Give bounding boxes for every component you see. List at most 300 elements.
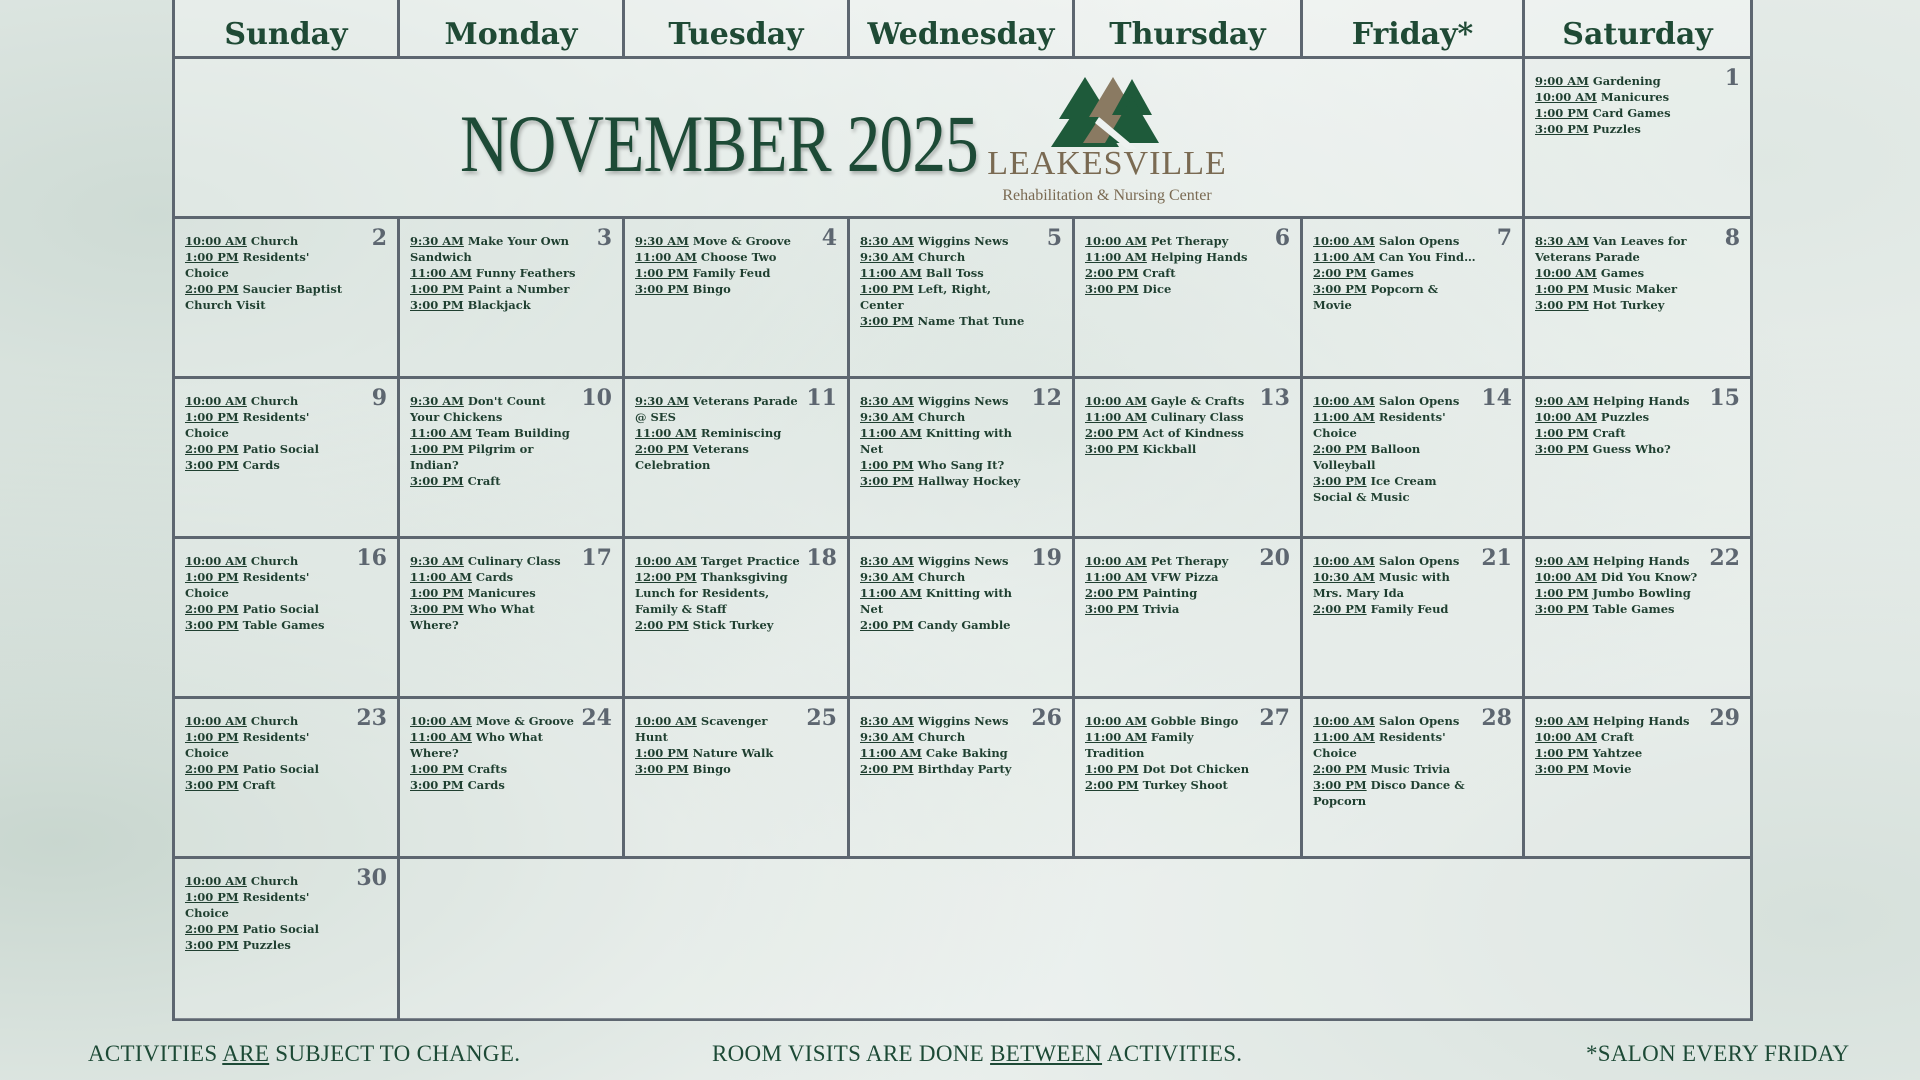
event-item bbox=[1313, 713, 1478, 729]
weekday-header-thursday: Thursday bbox=[1075, 0, 1303, 59]
footer-salon-note: *SALON EVERY FRIDAY bbox=[1586, 1041, 1850, 1066]
day-cell bbox=[175, 859, 400, 1019]
event-item bbox=[185, 249, 352, 281]
footer-left-post: SUBJECT TO CHANGE. bbox=[269, 1041, 521, 1066]
day-number: 2 bbox=[371, 225, 387, 251]
day-cell bbox=[625, 539, 850, 699]
event-time: 11:00 AM bbox=[410, 426, 472, 440]
day-cell bbox=[1525, 59, 1750, 219]
day-number: 5 bbox=[1046, 225, 1062, 251]
event-time: 2:00 PM bbox=[1313, 762, 1367, 776]
event-item bbox=[860, 745, 1027, 761]
weekday-header-friday: Friday* bbox=[1303, 0, 1525, 59]
event-item bbox=[1313, 441, 1478, 473]
event-item bbox=[185, 457, 352, 473]
event-item bbox=[185, 441, 352, 457]
event-item bbox=[1535, 761, 1705, 777]
event-name: Name That Tune bbox=[917, 314, 1025, 328]
calendar-grid bbox=[172, 0, 1753, 1021]
event-time: 10:00 AM bbox=[1535, 730, 1597, 744]
event-item bbox=[1313, 265, 1478, 281]
event-name: Puzzles bbox=[242, 938, 291, 952]
event-item bbox=[860, 457, 1027, 473]
event-time: 9:30 AM bbox=[860, 730, 914, 744]
event-list bbox=[1085, 553, 1255, 617]
day-number: 28 bbox=[1481, 705, 1512, 731]
event-name: Knitting with Net bbox=[860, 586, 1012, 616]
logo-subtitle: Rehabilitation & Nursing Center bbox=[1002, 187, 1212, 204]
event-item bbox=[860, 313, 1027, 329]
event-list bbox=[635, 233, 802, 297]
day-number: 1 bbox=[1724, 65, 1740, 91]
event-item bbox=[1535, 121, 1705, 137]
event-time: 11:00 AM bbox=[860, 426, 922, 440]
day-number: 21 bbox=[1481, 545, 1512, 571]
event-name: Church bbox=[917, 570, 966, 584]
event-list bbox=[410, 553, 577, 633]
event-item bbox=[860, 713, 1027, 729]
event-item bbox=[410, 777, 577, 793]
event-time: 3:00 PM bbox=[1313, 474, 1367, 488]
event-list bbox=[410, 713, 577, 793]
event-time: 1:00 PM bbox=[1535, 746, 1589, 760]
event-name: Craft bbox=[242, 778, 276, 792]
day-cell bbox=[1075, 699, 1303, 859]
event-item bbox=[635, 617, 802, 633]
day-cell bbox=[850, 539, 1075, 699]
day-cell bbox=[1075, 219, 1303, 379]
event-time: 10:00 AM bbox=[185, 234, 247, 248]
footer-left-pre: ACTIVITIES bbox=[88, 1041, 223, 1066]
event-name: Thanksgiving Lunch for Residents, Family & Staff bbox=[635, 570, 788, 616]
event-name: Reminiscing bbox=[700, 426, 782, 440]
event-list bbox=[1313, 233, 1478, 313]
event-item bbox=[1535, 425, 1705, 441]
event-time: 1:00 PM bbox=[860, 282, 914, 296]
day-number: 15 bbox=[1709, 385, 1740, 411]
event-time: 11:00 AM bbox=[1085, 730, 1147, 744]
day-cell bbox=[1525, 219, 1750, 379]
event-item bbox=[635, 569, 802, 617]
event-time: 3:00 PM bbox=[860, 314, 914, 328]
event-time: 10:00 AM bbox=[635, 714, 697, 728]
event-name: Church bbox=[917, 730, 966, 744]
event-time: 2:00 PM bbox=[1313, 442, 1367, 456]
event-time: 9:30 AM bbox=[860, 410, 914, 424]
day-number: 13 bbox=[1259, 385, 1290, 411]
event-name: Salon Opens bbox=[1378, 394, 1460, 408]
event-time: 3:00 PM bbox=[185, 778, 239, 792]
event-item bbox=[1313, 281, 1478, 313]
event-name: Salon Opens bbox=[1378, 714, 1460, 728]
event-name: Games bbox=[1600, 266, 1645, 280]
event-item bbox=[410, 281, 577, 297]
event-name: Wiggins News bbox=[917, 554, 1009, 568]
event-name: Veterans Parade @ SES bbox=[635, 394, 798, 424]
event-item bbox=[635, 249, 802, 265]
event-item bbox=[1535, 73, 1705, 89]
event-time: 3:00 PM bbox=[1535, 762, 1589, 776]
event-name: Disco Dance & Popcorn bbox=[1313, 778, 1465, 808]
event-name: Cake Baking bbox=[925, 746, 1008, 760]
event-name: Don't Count Your Chickens bbox=[410, 394, 546, 424]
event-name: Move & Groove bbox=[475, 714, 574, 728]
event-time: 2:00 PM bbox=[860, 762, 914, 776]
event-time: 8:30 AM bbox=[860, 234, 914, 248]
event-time: 10:30 AM bbox=[1313, 570, 1375, 584]
event-time: 11:00 AM bbox=[860, 586, 922, 600]
event-item bbox=[185, 777, 352, 793]
day-number: 11 bbox=[806, 385, 837, 411]
event-time: 2:00 PM bbox=[185, 282, 239, 296]
month-title: NOVEMBER 2025 bbox=[460, 98, 978, 189]
event-time: 10:00 AM bbox=[1085, 234, 1147, 248]
event-name: Candy Gamble bbox=[917, 618, 1011, 632]
day-number: 12 bbox=[1031, 385, 1062, 411]
event-name: Residents' Choice bbox=[185, 570, 310, 600]
event-name: Family Feud bbox=[692, 266, 771, 280]
event-name: Craft bbox=[1142, 266, 1176, 280]
event-item bbox=[1313, 601, 1478, 617]
event-name: Bingo bbox=[692, 762, 731, 776]
event-time: 10:00 AM bbox=[1313, 554, 1375, 568]
day-number: 19 bbox=[1031, 545, 1062, 571]
event-time: 10:00 AM bbox=[1535, 570, 1597, 584]
event-time: 9:30 AM bbox=[410, 394, 464, 408]
day-number: 30 bbox=[356, 865, 387, 891]
day-number: 27 bbox=[1259, 705, 1290, 731]
event-item bbox=[635, 425, 802, 441]
event-item bbox=[860, 585, 1027, 617]
event-list bbox=[860, 393, 1027, 489]
event-item bbox=[1313, 393, 1478, 409]
footer-mid-post: ACTIVITIES. bbox=[1102, 1041, 1243, 1066]
event-item bbox=[410, 761, 577, 777]
event-item bbox=[1535, 281, 1705, 297]
event-item bbox=[860, 409, 1027, 425]
event-item bbox=[185, 601, 352, 617]
event-name: Nature Walk bbox=[692, 746, 774, 760]
event-time: 2:00 PM bbox=[185, 922, 239, 936]
event-item bbox=[1085, 265, 1255, 281]
event-name: Manicures bbox=[1600, 90, 1670, 104]
day-cell bbox=[400, 379, 625, 539]
event-item bbox=[410, 569, 577, 585]
event-item bbox=[1313, 729, 1478, 761]
day-cell bbox=[625, 379, 850, 539]
event-name: Did You Know? bbox=[1600, 570, 1698, 584]
event-list bbox=[635, 713, 802, 777]
event-name: Balloon Volleyball bbox=[1313, 442, 1421, 472]
day-cell bbox=[1303, 219, 1525, 379]
event-time: 3:00 PM bbox=[1535, 298, 1589, 312]
event-name: VFW Pizza bbox=[1150, 570, 1219, 584]
event-name: Puzzles bbox=[1592, 122, 1641, 136]
event-item bbox=[635, 281, 802, 297]
event-time: 2:00 PM bbox=[1085, 778, 1139, 792]
event-name: Residents' Choice bbox=[1313, 730, 1446, 760]
event-time: 9:00 AM bbox=[1535, 714, 1589, 728]
day-number: 10 bbox=[581, 385, 612, 411]
month-banner bbox=[175, 59, 1525, 219]
event-time: 10:00 AM bbox=[1313, 394, 1375, 408]
day-cell bbox=[175, 539, 400, 699]
event-name: Table Games bbox=[242, 618, 325, 632]
event-item bbox=[185, 761, 352, 777]
event-time: 10:00 AM bbox=[185, 394, 247, 408]
event-list bbox=[1535, 713, 1705, 777]
event-time: 1:00 PM bbox=[635, 266, 689, 280]
event-name: Blackjack bbox=[467, 298, 531, 312]
event-time: 2:00 PM bbox=[185, 442, 239, 456]
event-name: Dice bbox=[1142, 282, 1172, 296]
event-name: Patio Social bbox=[242, 762, 319, 776]
event-time: 1:00 PM bbox=[1535, 282, 1589, 296]
event-time: 10:00 AM bbox=[1535, 266, 1597, 280]
event-time: 9:00 AM bbox=[1535, 74, 1589, 88]
event-time: 3:00 PM bbox=[860, 474, 914, 488]
event-name: Church bbox=[250, 554, 299, 568]
event-name: Paint a Number bbox=[467, 282, 570, 296]
event-name: Residents' Choice bbox=[1313, 410, 1446, 440]
event-item bbox=[1535, 601, 1705, 617]
event-name: Church bbox=[250, 234, 299, 248]
event-item bbox=[185, 409, 352, 441]
event-name: Act of Kindness bbox=[1142, 426, 1244, 440]
event-item bbox=[635, 761, 802, 777]
event-name: Gayle & Crafts bbox=[1150, 394, 1245, 408]
event-list bbox=[1535, 233, 1705, 313]
event-name: Church bbox=[917, 410, 966, 424]
weekday-header-tuesday: Tuesday bbox=[625, 0, 850, 59]
event-time: 11:00 AM bbox=[860, 746, 922, 760]
day-cell bbox=[1303, 699, 1525, 859]
event-item bbox=[410, 713, 577, 729]
event-time: 10:00 AM bbox=[1535, 90, 1597, 104]
event-time: 11:00 AM bbox=[410, 570, 472, 584]
event-name: Table Games bbox=[1592, 602, 1675, 616]
event-time: 10:00 AM bbox=[185, 554, 247, 568]
event-item bbox=[185, 713, 352, 729]
event-item bbox=[1085, 729, 1255, 761]
event-time: 1:00 PM bbox=[185, 250, 239, 264]
event-name: Church bbox=[250, 714, 299, 728]
event-item bbox=[635, 265, 802, 281]
event-name: Residents' Choice bbox=[185, 730, 310, 760]
day-cell bbox=[175, 699, 400, 859]
event-item bbox=[1535, 105, 1705, 121]
event-list bbox=[410, 233, 577, 313]
event-item bbox=[1535, 569, 1705, 585]
event-name: Games bbox=[1370, 266, 1414, 280]
event-item bbox=[410, 425, 577, 441]
event-time: 11:00 AM bbox=[1085, 410, 1147, 424]
event-time: 1:00 PM bbox=[1535, 586, 1589, 600]
event-name: Cards bbox=[475, 570, 514, 584]
event-name: Guess Who? bbox=[1592, 442, 1671, 456]
event-item bbox=[860, 393, 1027, 409]
event-name: Craft bbox=[1600, 730, 1634, 744]
event-item bbox=[1535, 297, 1705, 313]
event-item bbox=[185, 281, 352, 313]
event-item bbox=[1313, 569, 1478, 601]
footer-change-notice bbox=[88, 1041, 520, 1067]
event-time: 9:30 AM bbox=[410, 554, 464, 568]
event-name: Gardening bbox=[1592, 74, 1661, 88]
event-time: 2:00 PM bbox=[1085, 266, 1139, 280]
event-time: 10:00 AM bbox=[185, 714, 247, 728]
event-name: Stick Turkey bbox=[692, 618, 774, 632]
event-time: 3:00 PM bbox=[185, 458, 239, 472]
event-time: 3:00 PM bbox=[1085, 602, 1139, 616]
event-item bbox=[1085, 281, 1255, 297]
event-name: Funny Feathers bbox=[475, 266, 576, 280]
event-time: 3:00 PM bbox=[635, 762, 689, 776]
event-name: Choose Two bbox=[700, 250, 777, 264]
event-time: 1:00 PM bbox=[860, 458, 914, 472]
day-number: 3 bbox=[596, 225, 612, 251]
event-list bbox=[1313, 393, 1478, 505]
event-item bbox=[1313, 409, 1478, 441]
day-cell bbox=[850, 379, 1075, 539]
event-item bbox=[1535, 553, 1705, 569]
event-name: Patio Social bbox=[242, 922, 319, 936]
event-time: 2:00 PM bbox=[860, 618, 914, 632]
event-name: Church bbox=[250, 394, 299, 408]
event-time: 10:00 AM bbox=[1085, 714, 1147, 728]
day-cell bbox=[400, 699, 625, 859]
event-time: 1:00 PM bbox=[185, 410, 239, 424]
event-list bbox=[1535, 73, 1705, 137]
event-list bbox=[185, 553, 352, 633]
event-time: 2:00 PM bbox=[1085, 586, 1139, 600]
event-item bbox=[860, 569, 1027, 585]
event-item bbox=[1313, 249, 1478, 265]
event-name: Helping Hands bbox=[1592, 714, 1690, 728]
event-name: Team Building bbox=[475, 426, 570, 440]
day-cell bbox=[175, 379, 400, 539]
footer-mid-emph: BETWEEN bbox=[990, 1041, 1103, 1066]
event-item bbox=[1085, 761, 1255, 777]
day-cell bbox=[1525, 699, 1750, 859]
event-item bbox=[635, 745, 802, 761]
event-name: Turkey Shoot bbox=[1142, 778, 1228, 792]
event-list bbox=[860, 233, 1027, 329]
day-cell bbox=[175, 219, 400, 379]
event-item bbox=[1535, 745, 1705, 761]
event-name: Helping Hands bbox=[1592, 394, 1690, 408]
day-number: 14 bbox=[1481, 385, 1512, 411]
empty-week-area bbox=[400, 859, 1750, 1019]
event-item bbox=[1535, 265, 1705, 281]
event-list bbox=[1313, 553, 1478, 617]
event-name: Cards bbox=[467, 778, 505, 792]
event-name: Wiggins News bbox=[917, 714, 1009, 728]
event-item bbox=[1085, 409, 1255, 425]
day-cell bbox=[1525, 539, 1750, 699]
event-item bbox=[635, 713, 802, 745]
event-name: Residents' Choice bbox=[185, 890, 310, 920]
event-name: Helping Hands bbox=[1150, 250, 1248, 264]
event-item bbox=[410, 473, 577, 489]
event-item bbox=[185, 937, 352, 953]
event-time: 3:00 PM bbox=[410, 602, 464, 616]
event-name: Left, Right, Center bbox=[860, 282, 991, 312]
weekday-header-saturday: Saturday bbox=[1525, 0, 1750, 59]
event-item bbox=[860, 233, 1027, 249]
event-item bbox=[1535, 729, 1705, 745]
event-item bbox=[635, 233, 802, 249]
event-name: Pet Therapy bbox=[1150, 234, 1229, 248]
event-item bbox=[185, 729, 352, 761]
event-list bbox=[185, 873, 352, 953]
event-item bbox=[410, 553, 577, 569]
event-item bbox=[1535, 233, 1705, 265]
event-name: Salon Opens bbox=[1378, 554, 1460, 568]
day-number: 18 bbox=[806, 545, 837, 571]
day-number: 26 bbox=[1031, 705, 1062, 731]
event-time: 9:30 AM bbox=[410, 234, 464, 248]
event-list bbox=[1535, 393, 1705, 457]
event-name: Who What Where? bbox=[410, 730, 543, 760]
day-number: 16 bbox=[356, 545, 387, 571]
event-time: 11:00 AM bbox=[635, 250, 697, 264]
event-item bbox=[860, 281, 1027, 313]
event-time: 1:00 PM bbox=[410, 442, 464, 456]
event-item bbox=[185, 617, 352, 633]
event-name: Family Feud bbox=[1370, 602, 1449, 616]
logo-name: LEAKESVILLE bbox=[987, 145, 1227, 182]
event-item bbox=[1085, 233, 1255, 249]
event-item bbox=[410, 297, 577, 313]
event-item bbox=[635, 553, 802, 569]
event-time: 1:00 PM bbox=[410, 586, 464, 600]
event-name: Veterans Celebration bbox=[635, 442, 749, 472]
event-item bbox=[410, 601, 577, 633]
event-name: Pilgrim or Indian? bbox=[410, 442, 534, 472]
event-item bbox=[185, 921, 352, 937]
event-item bbox=[1313, 777, 1478, 809]
event-name: Movie bbox=[1592, 762, 1632, 776]
day-number: 6 bbox=[1274, 225, 1290, 251]
event-name: Kickball bbox=[1142, 442, 1197, 456]
event-item bbox=[1085, 569, 1255, 585]
event-time: 8:30 AM bbox=[860, 554, 914, 568]
day-cell bbox=[1303, 379, 1525, 539]
event-item bbox=[860, 425, 1027, 457]
day-cell bbox=[400, 219, 625, 379]
day-number: 25 bbox=[806, 705, 837, 731]
event-item bbox=[1535, 409, 1705, 425]
event-time: 11:00 AM bbox=[1313, 250, 1375, 264]
event-item bbox=[860, 761, 1027, 777]
event-name: Pet Therapy bbox=[1150, 554, 1229, 568]
event-name: Patio Social bbox=[242, 602, 319, 616]
event-item bbox=[860, 553, 1027, 569]
event-item bbox=[860, 729, 1027, 745]
footer-mid-pre: ROOM VISITS ARE DONE bbox=[712, 1041, 991, 1066]
event-name: Who Sang It? bbox=[917, 458, 1005, 472]
day-cell bbox=[625, 219, 850, 379]
event-item bbox=[1085, 441, 1255, 457]
event-time: 1:00 PM bbox=[185, 570, 239, 584]
day-number: 9 bbox=[371, 385, 387, 411]
event-item bbox=[185, 233, 352, 249]
event-item bbox=[1313, 761, 1478, 777]
footer-room-visits bbox=[712, 1041, 1242, 1067]
event-name: Ice Cream Social & Music bbox=[1313, 474, 1437, 504]
event-time: 3:00 PM bbox=[1535, 122, 1589, 136]
